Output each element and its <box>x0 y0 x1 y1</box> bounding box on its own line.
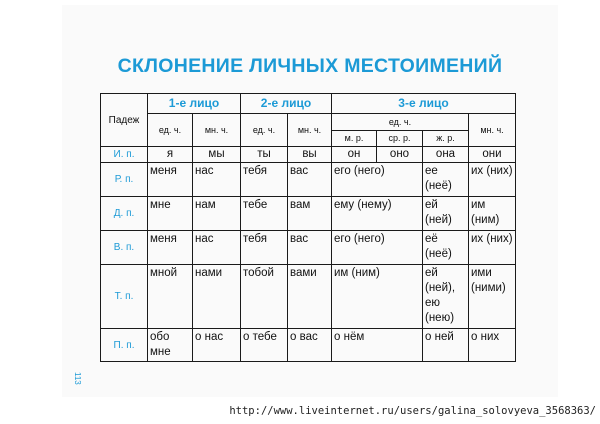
table-cell: о тебе <box>241 329 288 362</box>
table-cell: нас <box>193 163 241 197</box>
table-cell: его (него) <box>332 163 423 197</box>
table-cell: ими (ними) <box>469 265 516 329</box>
table-cell: о нас <box>193 329 241 362</box>
table-cell: мной <box>148 265 193 329</box>
table-cell: вы <box>288 147 332 163</box>
case-label: Т. п. <box>101 265 148 329</box>
case-label: В. п. <box>101 231 148 265</box>
table-cell: вам <box>288 197 332 231</box>
table-cell: оно <box>377 147 423 163</box>
table-cell: его (него) <box>332 231 423 265</box>
first-person-plural-header: мн. ч. <box>193 114 241 147</box>
table-cell: их (них) <box>469 231 516 265</box>
second-person-plural-header: мн. ч. <box>288 114 332 147</box>
table-cell: обо мне <box>148 329 193 362</box>
table-cell: меня <box>148 231 193 265</box>
case-label: Р. п. <box>101 163 148 197</box>
case-label: Д. п. <box>101 197 148 231</box>
table-cell: о вас <box>288 329 332 362</box>
neuter-header: ср. р. <box>377 131 423 147</box>
table-cell: о нём <box>332 329 423 362</box>
table-cell: ее (неё) <box>423 163 469 197</box>
watermark-url: http://www.liveinternet.ru/users/galina_solovyeva_3568363/ <box>229 405 596 417</box>
table-cell: я <box>148 147 193 163</box>
third-person-header: 3-е лицо <box>332 94 516 114</box>
case-label: П. п. <box>101 329 148 362</box>
table-row <box>101 197 516 231</box>
table-row <box>101 265 516 329</box>
first-person-header: 1-е лицо <box>148 94 241 114</box>
table-row <box>101 231 516 265</box>
table-cell: вас <box>288 231 332 265</box>
pronoun-declension-table <box>100 93 516 362</box>
table-cell: мы <box>193 147 241 163</box>
table-cell: ей (ней), ею (нею) <box>423 265 469 329</box>
first-person-singular-header: ед. ч. <box>148 114 193 147</box>
table-cell: ему (нему) <box>332 197 423 231</box>
table-cell: о ней <box>423 329 469 362</box>
table-cell: нам <box>193 197 241 231</box>
case-header: Падеж <box>101 94 148 147</box>
table-cell: ей (ней) <box>423 197 469 231</box>
table-cell: нами <box>193 265 241 329</box>
table-cell: о них <box>469 329 516 362</box>
table-cell: тебя <box>241 231 288 265</box>
page-number: 113 <box>73 372 82 385</box>
table-cell: тебя <box>241 163 288 197</box>
table-cell: он <box>332 147 377 163</box>
table-row <box>101 163 516 197</box>
table-cell: нас <box>193 231 241 265</box>
table-cell: меня <box>148 163 193 197</box>
table-cell: мне <box>148 197 193 231</box>
table-cell: им (ним) <box>332 265 423 329</box>
table-row <box>101 329 516 362</box>
table-cell: ты <box>241 147 288 163</box>
second-person-singular-header: ед. ч. <box>241 114 288 147</box>
table-cell: вами <box>288 265 332 329</box>
second-person-header: 2-е лицо <box>241 94 332 114</box>
table-cell: она <box>423 147 469 163</box>
table-cell: тобой <box>241 265 288 329</box>
table-cell: они <box>469 147 516 163</box>
page-title: СКЛОНЕНИЕ ЛИЧНЫХ МЕСТОИМЕНИЙ <box>117 55 503 77</box>
table-cell: вас <box>288 163 332 197</box>
case-label: И. п. <box>101 147 148 163</box>
third-person-singular-header: ед. ч. <box>332 114 469 131</box>
masculine-header: м. р. <box>332 131 377 147</box>
table-cell: её (неё) <box>423 231 469 265</box>
table-row <box>101 147 516 163</box>
table-cell: их (них) <box>469 163 516 197</box>
table-cell: им (ним) <box>469 197 516 231</box>
third-person-plural-header: мн. ч. <box>469 114 516 147</box>
table-cell: тебе <box>241 197 288 231</box>
feminine-header: ж. р. <box>423 131 469 147</box>
